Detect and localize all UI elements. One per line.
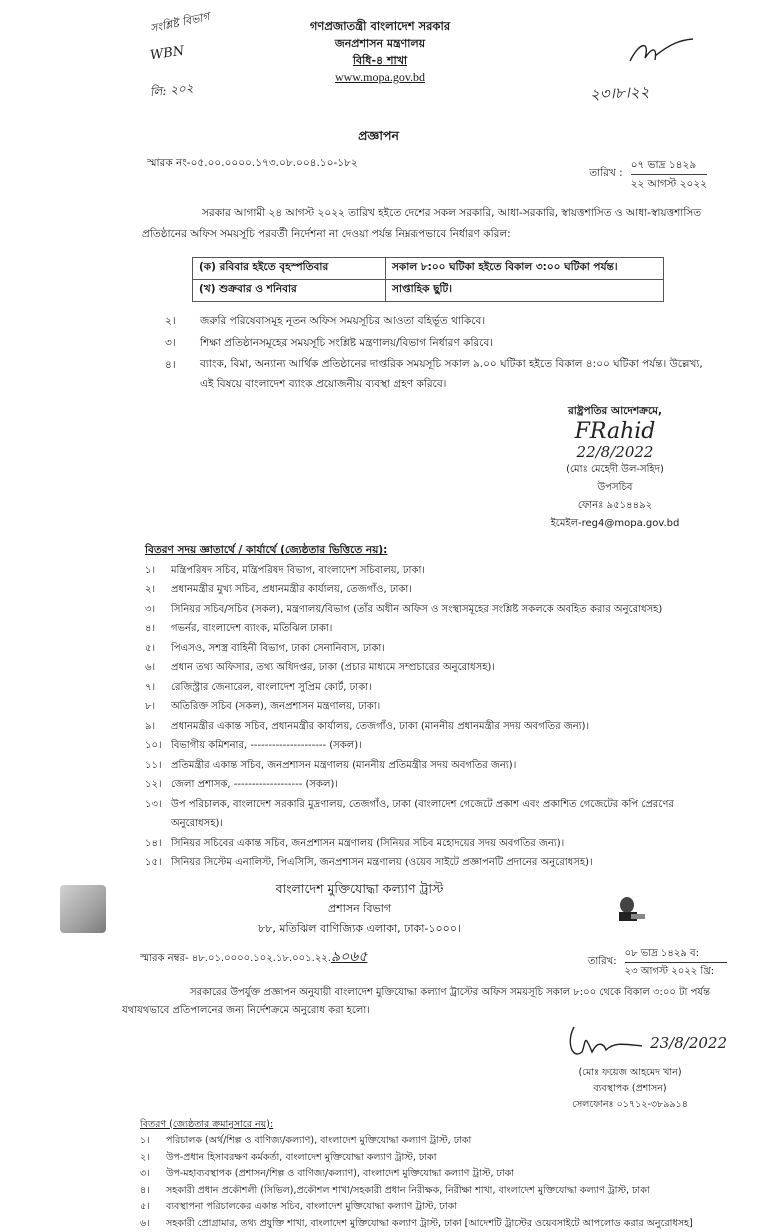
trust-paragraph: সরকারের উপর্যুক্ত প্রজ্ঞাপন অনুযায়ী বাংলাদেশ মুক্তিযোদ্ধা কল্যাণ ট্রাস্টের অফিস সময়সূচি সকাল ৮:০০ থেকে বিকাল ৩:০০ টা পর্যন্ত যথাযথভাবে প্রতিপালনের জন্য নির্দেশক্রমে অনুরোধ করা হলো।	[122, 984, 712, 1020]
top-area	[0, 0, 757, 128]
signatory-1-area	[520, 404, 710, 533]
list-item	[145, 853, 717, 873]
date-2-label: তারিখ:	[588, 954, 617, 971]
signatory-designation: উপসচিব	[520, 479, 710, 497]
list-item	[165, 310, 705, 332]
item-number: ৯।	[145, 717, 171, 737]
item-number: ৬।	[145, 658, 171, 678]
list-item	[145, 678, 717, 698]
handwritten-note: সংশ্লিষ্ট বিভাগ	[149, 8, 212, 39]
item-text: প্রধানমন্ত্রীর একান্ত সচিব, প্রধানমন্ত্রীর কার্যালয়, তেজগাঁও, ঢাকা (মাননীয় প্রধানমন্ত্রীর সদয় অবগতির জন্য)।	[171, 717, 589, 737]
signatory-designation: ব্যবস্থাপক (প্রশাসন)	[535, 1081, 725, 1097]
signatory-name: (মোঃ মেহেদী উল-সহিদ)	[520, 461, 710, 479]
signature-2-icon	[564, 1022, 644, 1065]
memo-2-date-wrap	[588, 945, 727, 980]
list-item	[140, 1150, 730, 1167]
item-text: উপ-মহাব্যবস্থাপক (প্রশাসন/শিল্প ও বাণিজ্য/কল্যাণ), বাংলাদেশ মুক্তিযোদ্ধা কল্যাণ ট্রাস্ট, ঢাকা	[166, 1166, 514, 1183]
schedule-row	[193, 258, 664, 280]
schedule-days: (খ) শুক্রবার ও শনিবার	[193, 280, 386, 302]
ministry-name: জনপ্রশাসন মন্ত্রণালয়	[240, 35, 520, 52]
letterhead	[240, 18, 520, 86]
memo-date	[631, 156, 707, 193]
govt-name: গণপ্রজাতন্ত্রী বাংলাদেশ সরকার	[240, 18, 520, 35]
item-number: ৩।	[165, 332, 200, 354]
memo-2-row	[0, 945, 757, 980]
memo-2-text: স্মারক নম্বর- ৪৮.০১.০০০০.১০২.১৮.০০১.২২.	[140, 953, 331, 964]
item-number: ৪।	[140, 1183, 166, 1200]
list-item	[140, 1183, 730, 1200]
item-number: ৪।	[145, 619, 171, 639]
signature-2-date: 23/8/2022	[650, 1034, 727, 1052]
item-text: প্রতিমন্ত্রীর একান্ত সচিব, জনপ্রশাসন মন্ত্রণালয় (মাননীয় প্রতিমন্ত্রীর সদয় অবগতির জন্য)।	[171, 756, 516, 776]
item-text: জরুরি পরিষেবাসমূহ নূতন অফিস সময়সূচির আওতা বহির্ভূত থাকিবে।	[200, 310, 485, 332]
top-right-signature-icon	[625, 36, 695, 69]
list-item	[145, 736, 717, 756]
item-text: সিনিয়র সচিব/সচিব (সকল), মন্ত্রণালয়/বিভাগ (তাঁর অধীন অফিস ও সংস্থাসমূহের সংশ্লিষ্ট সকলকে অবহিত করার অনুরোধসহ)	[171, 600, 662, 620]
date-bangla: ০৭ ভাদ্র ১৪২৯	[631, 156, 707, 175]
date-label: তারিখ :	[589, 166, 622, 183]
item-number: ২।	[165, 310, 200, 332]
trust-division: প্রশাসন বিভাগ	[106, 899, 613, 919]
handwritten-number: ২৩।৮।২২	[589, 80, 650, 108]
item-text: ব্যবস্থাপনা পরিচালকের একান্ত সচিব, বাংলাদেশ মুক্তিযোদ্ধা কল্যাণ ট্রাস্ট, ঢাকা	[166, 1199, 457, 1216]
item-text: পিএসও, সশস্ত্র বাহিনী বিভাগ, ঢাকা সেনানিবাস, ঢাকা।	[171, 639, 385, 659]
date-english: ২২ আগস্ট ২০২২	[631, 175, 707, 193]
item-number: ৮।	[145, 697, 171, 717]
list-item	[145, 658, 717, 678]
list-item	[165, 332, 705, 354]
list-item	[145, 600, 717, 620]
signatory-email[interactable]: ইমেইল-reg4@mopa.gov.bd	[520, 515, 710, 533]
memo-2-handwritten: ৯০৬৫	[331, 949, 367, 965]
signature-1-date: 22/8/2022	[520, 443, 710, 461]
item-text: প্রধানমন্ত্রীর মুখ্য সচিব, প্রধানমন্ত্রীর কার্যালয়, তেজগাঁও, ঢাকা।	[171, 580, 412, 600]
schedule-days: (ক) রবিবার হইতে বৃহস্পতিবার	[193, 258, 386, 280]
list-item	[140, 1199, 730, 1216]
item-text: প্রধান তথ্য অফিসার, তথ্য অধিদপ্তর, ঢাকা (প্রচার মাধ্যমে সম্প্রচারের অনুরোধসহ)।	[171, 658, 495, 678]
signatory-phone: ফোনঃ ৯৫১৪৪৯২	[520, 497, 710, 515]
signature-2-area	[0, 1022, 727, 1065]
section-name: বিধি-৪ শাখা	[240, 52, 520, 69]
website-link[interactable]: www.mopa.gov.bd	[240, 69, 520, 86]
list-item	[145, 639, 717, 659]
item-text: অতিরিক্ত সচিব (সকল), জনপ্রশাসন মন্ত্রণালয়, ঢাকা।	[171, 697, 380, 717]
list-item	[145, 834, 717, 854]
trust-name: বাংলাদেশ মুক্তিযোদ্ধা কল্যাণ ট্রাস্ট	[106, 879, 613, 899]
item-number: ১১।	[145, 756, 171, 776]
list-item	[165, 354, 705, 394]
list-item	[145, 717, 717, 737]
schedule-time: সাপ্তাহিক ছুটি।	[386, 280, 664, 302]
order-line: রাষ্ট্রপতির আদেশক্রমে,	[520, 404, 710, 421]
list-item	[145, 795, 717, 834]
item-number: ৭।	[145, 678, 171, 698]
item-number: ১।	[145, 561, 171, 581]
list-item	[145, 580, 717, 600]
trust-logo-icon	[60, 885, 106, 933]
portrait-logo-icon	[613, 896, 647, 922]
trust-row	[60, 879, 647, 939]
trust-header	[106, 879, 613, 939]
list-item	[140, 1216, 730, 1232]
signatory-1-block	[520, 461, 710, 533]
item-number: ৩।	[140, 1166, 166, 1183]
document-title: প্রজ্ঞাপন	[0, 128, 757, 148]
item-number: ১২।	[145, 775, 171, 795]
item-text: পরিচালক (অর্থ/শিল্প ও বাণিজ্য/কল্যাণ), বাংলাদেশ মুক্তিযোদ্ধা কল্যাণ ট্রাস্ট, ঢাকা	[166, 1133, 471, 1150]
distribution-heading: বিতরণ সদয় জ্ঞাতার্থে / কার্যার্থে (জ্যেষ্ঠতার ভিত্তিতে নয়):	[145, 541, 717, 561]
signature-1: FRahid	[520, 421, 710, 443]
item-text: মন্ত্রিপরিষদ সচিব, মন্ত্রিপরিষদ বিভাগ, বাংলাদেশ সচিবালয়, ঢাকা।	[171, 561, 425, 581]
schedule-table	[192, 257, 664, 302]
memo-date-wrap	[589, 156, 707, 193]
list-item	[145, 619, 717, 639]
signatory-phone: সেলফোনঃ ০১৭১২-৩৮৯৯১৪	[535, 1097, 725, 1113]
item-text: ব্যাংক, বিমা, অন্যান্য আর্থিক প্রতিষ্ঠানের দাপ্তরিক সময়সূচি সকাল ৯.০০ ঘটিকা হইতে বিকাল ৪:০০ ঘটিকা পর্যন্ত। উল্লেখ্য, এই বিষয়ে বাংলাদেশ ব্যাংক প্রয়োজনীয় ব্যবস্থা গ্রহণ করিবে।	[200, 354, 705, 394]
item-text: গভর্নর, বাংলাদেশ ব্যাংক, মতিঝিল ঢাকা।	[171, 619, 332, 639]
item-number: ৪।	[165, 354, 200, 394]
distribution-list-1	[145, 541, 717, 873]
handwritten-initials: WBN	[149, 44, 185, 64]
item-number: ১৪।	[145, 834, 171, 854]
points-list	[165, 310, 705, 394]
schedule-time: সকাল ৮:০০ ঘটিকা হইতে বিকাল ৩:০০ ঘটিকা পর্যন্ত।	[386, 258, 664, 280]
item-text: উপ-প্রধান হিসাবরক্ষণ কর্মকর্তা, বাংলাদেশ মুক্তিযোদ্ধা কল্যাণ ট্রাস্ট, ঢাকা	[166, 1150, 436, 1167]
item-number: ১।	[140, 1133, 166, 1150]
item-text: জেলা প্রশাসক, ------------------- (সকল)।	[171, 775, 338, 795]
signatory-2-block	[535, 1065, 725, 1113]
distribution-heading: বিতরণ (জ্যেষ্ঠতার ক্রমানুসারে নয়):	[140, 1117, 730, 1134]
list-item	[145, 775, 717, 795]
handwritten-reference: লি: ২০২	[149, 80, 194, 104]
item-text: সহকারী প্রধান প্রকৌশলী (সিভিল),প্রকৌশল শাখা/সহকারী প্রধান নিরীক্ষক, নিরীক্ষা শাখা, বাংলাদেশ মুক্তিযোদ্ধা কল্যাণ ট্রাস্ট, ঢাকা	[166, 1183, 650, 1200]
item-text: উপ পরিচালক, বাংলাদেশ সরকারি মুদ্রণালয়, তেজগাঁও, ঢাকা (বাংলাদেশ গেজেটে প্রকাশ এবং প্রকাশিত গেজেটের কপি প্রেরণের অনুরোধসহ)।	[171, 795, 717, 834]
item-number: ৬।	[140, 1216, 166, 1232]
item-number: ৫।	[145, 639, 171, 659]
item-number: ৩।	[145, 600, 171, 620]
item-text: রেজিস্ট্রার জেনারেল, বাংলাদেশ সুপ্রিম কোর্ট, ঢাকা।	[171, 678, 372, 698]
item-number: ২।	[145, 580, 171, 600]
memo-2-date	[625, 945, 727, 980]
signatory-name: (মোঃ ফয়েজ আহমেদ খান)	[535, 1065, 725, 1081]
list-item	[140, 1133, 730, 1150]
item-number: ১০।	[145, 736, 171, 756]
item-number: ১৩।	[145, 795, 171, 834]
date-2-english: ২৩ আগস্ট ২০২২ খ্রি:	[625, 963, 727, 980]
item-text: সিনিয়র সচিবের একান্ত সচিব, জনপ্রশাসন মন্ত্রণালয় (সিনিয়র সচিব মহোদয়ের সদয় অবগতির জন্য)।	[171, 834, 564, 854]
distribution-list-2	[140, 1117, 730, 1232]
intro-paragraph: সরকার আগামী ২৪ আগস্ট ২০২২ তারিখ হইতে দেশের সকল সরকারি, আধা-সরকারি, স্বায়ত্তশাসিত ও আধা-স্বায়ত্তশাসিত প্রতিষ্ঠানের অফিস সময়সূচি পরবর্তী নির্দেশনা না দেওয়া পর্যন্ত নিম্নরূপভাবে নির্ধারণ করিল:	[142, 203, 704, 245]
date-2-bangla: ০৮ ভাদ্র ১৪২৯ ব:	[625, 945, 727, 963]
item-text: বিভাগীয় কমিশনার, --------------------- (সকল)।	[171, 736, 362, 756]
item-number: ২।	[140, 1150, 166, 1167]
item-text: শিক্ষা প্রতিষ্ঠানসমূহের সময়সূচি সংশ্লিষ্ট মন্ত্রণালয়/বিভাগ নির্ধারণ করিবে।	[200, 332, 493, 354]
memo-number: স্মারক নং-০৫.০০.০০০০.১৭৩.০৮.০০৪.১০-১৮২	[147, 156, 358, 173]
list-item	[145, 697, 717, 717]
item-text: সহকারী প্রোগ্রামার, তথ্য প্রযুক্তি শাখা, বাংলাদেশ মুক্তিযোদ্ধা কল্যাণ ট্রাস্ট, ঢাকা [আদেশটি ট্রাস্টের ওয়েবসাইটে আপলোড করার অনুরোধসহ]	[166, 1216, 693, 1232]
trust-address: ৮৮, মতিঝিল বাণিজ্যিক এলাকা, ঢাকা-১০০০।	[106, 919, 613, 939]
schedule-row	[193, 280, 664, 302]
memo-row	[0, 156, 757, 193]
list-item	[145, 561, 717, 581]
list-item	[140, 1166, 730, 1183]
item-number: ১৫।	[145, 853, 171, 873]
memo-2-number	[140, 945, 367, 969]
list-item	[145, 756, 717, 776]
item-number: ৫।	[140, 1199, 166, 1216]
item-text: সিনিয়র সিস্টেম এনালিস্ট, পিএসিসি, জনপ্রশাসন মন্ত্রণালয় (ওয়েব সাইটে প্রজ্ঞাপনটি প্রদানের অনুরোধসহ)।	[171, 853, 593, 873]
